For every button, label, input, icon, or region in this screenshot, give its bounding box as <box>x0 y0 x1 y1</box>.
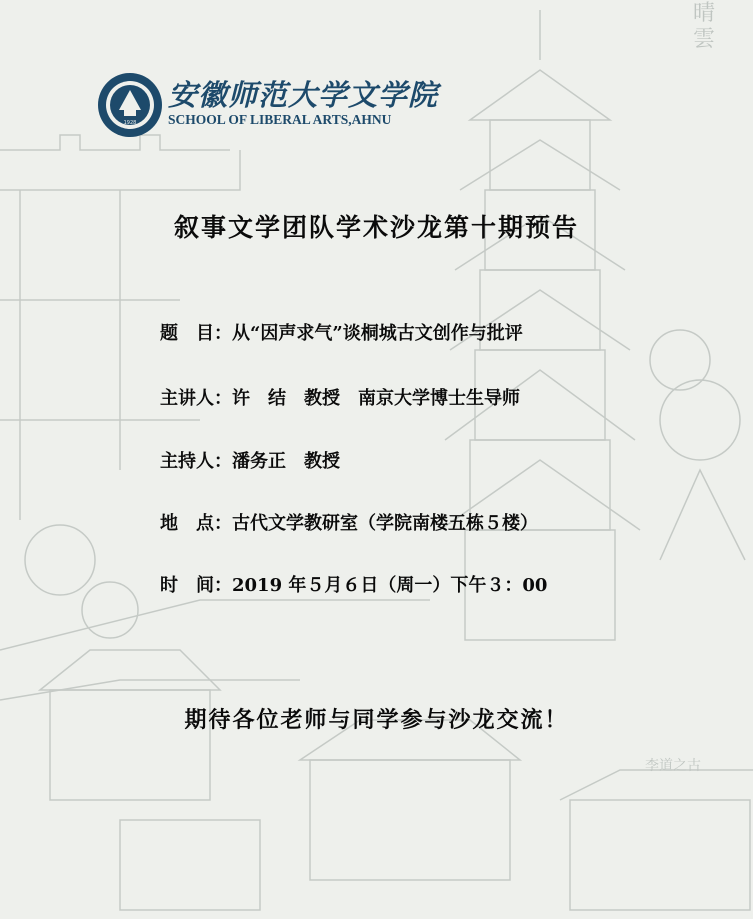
info-label: 主讲人： <box>160 388 232 409</box>
info-value: 潘务正 教授 <box>232 451 340 472</box>
salon-title: 叙事文学团队学术沙龙第十期预告 <box>173 213 579 242</box>
school-logo-seal <box>97 72 163 138</box>
school-name-cn: 安徽师范大学文学院 <box>168 78 439 112</box>
info-speaker <box>160 384 520 410</box>
calligraphy-bottom-right: 李道之古 <box>645 758 701 774</box>
closing-invitation: 期待各位老师与同学参与沙龙交流！ <box>184 707 569 733</box>
info-value: 古代文学教研室（学院南楼五栋５楼） <box>232 513 538 534</box>
info-topic <box>160 319 523 345</box>
info-label: 地 点： <box>160 513 232 534</box>
calligraphy-top-right-2: 雲 <box>693 27 716 52</box>
info-time <box>160 571 547 597</box>
info-label: 题 目： <box>160 323 232 344</box>
info-label: 时 间： <box>160 575 232 596</box>
info-value: 2019 年５月６日（周一）下午３：00 <box>232 575 548 596</box>
info-host <box>160 447 340 473</box>
info-location <box>160 509 538 535</box>
info-label: 主持人： <box>160 451 232 472</box>
info-value: 从“因声求气”谈桐城古文创作与批评 <box>232 323 523 344</box>
svg-text:1928: 1928 <box>123 120 137 126</box>
calligraphy-top-right-1: 晴 <box>693 1 716 26</box>
school-name-en: SCHOOL OF LIBERAL ARTS,AHNU <box>168 112 392 127</box>
info-value: 许 结 教授 南京大学博士生导师 <box>232 388 520 409</box>
